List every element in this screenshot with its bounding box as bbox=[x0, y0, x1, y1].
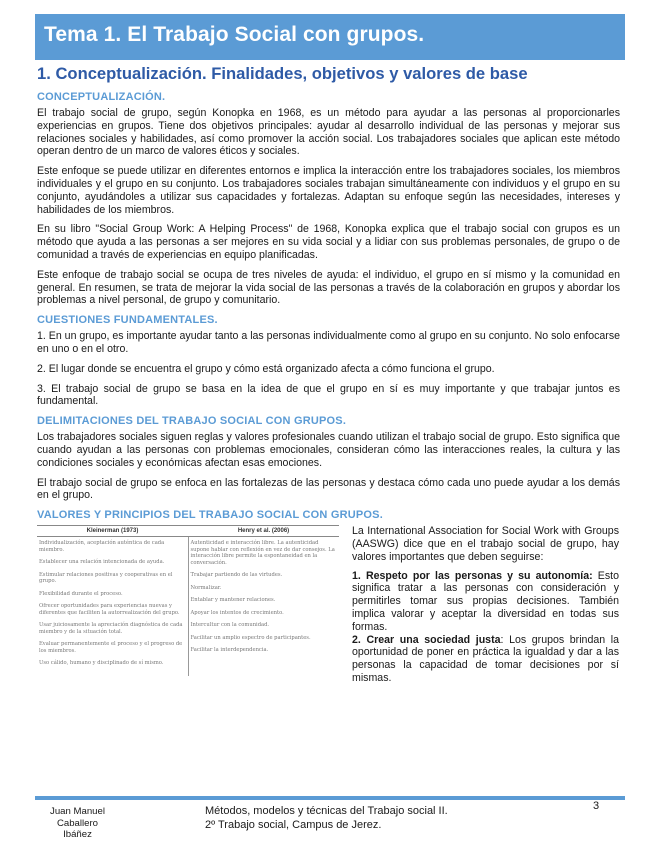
value-text: Esto significa tratar a las personas con consideración y permitirles tomar sus propias decisiones. También implica valorar y aceptar la diversidad en todas sus formas. bbox=[352, 569, 619, 633]
document-body bbox=[37, 91, 620, 723]
page-number: 3 bbox=[593, 800, 600, 812]
paragraph: Los trabajadores sociales siguen reglas y valores profesionales cuando utilizan el trabajo social de grupo. Esto significa que cuando ayudan a las personas con problemas emocionales, consideran cómo las interacciones reales, la cultura y las condiciones sociales y económicas afectan esas emociones. bbox=[37, 431, 620, 469]
table-cell: Ofrecer oportunidades para experiencias nuevas y diferentes que faciliten la autorrealización del grupo. bbox=[39, 603, 180, 616]
values-intro: La International Association for Social Work with Groups (AASWG) dice que en el trabajo social de grupo, hay valores importantes que deben seguirse: bbox=[352, 525, 619, 563]
table-cell: Autenticidad e interacción libre. La autenticidad supone hablar con reflexión en vez de dar consejos. La interacción libre permite la espontaneidad en la conversación. bbox=[190, 540, 335, 566]
table-cell: Uso cálido, humano y disciplinado de sí mismo. bbox=[39, 660, 164, 667]
values-comparison-table bbox=[37, 525, 339, 706]
heading-valores: VALORES Y PRINCIPIOS DEL TRABAJO SOCIAL CON GRUPOS. bbox=[37, 509, 383, 522]
list-item: 1. En un grupo, es importante ayudar tanto a las personas individualmente como al grupo en su conjunto. No solo enfocarse en uno o en el otro. bbox=[37, 330, 621, 355]
paragraph: Este enfoque se puede utilizar en diferentes entornos e implica la interacción entre los trabajadores sociales, los miembros individuales y el grupo en su conjunto. Los trabajadores sociales trabajan simultáneamente con individuos y el grupo en su conjunto, ayudándoles a utilizar sus capacidades y fortalezas. Adaptan su enfoque según las necesidades, intereses y habilidades de los miembros. bbox=[37, 165, 620, 216]
list-item: 2. El lugar donde se encuentra el grupo y cómo está organizado afecta a cómo funciona el grupo. bbox=[37, 362, 495, 375]
table-cell: Trabajar partiendo de las virtudes. bbox=[190, 572, 283, 579]
table-cell: Evaluar permanentemente el proceso y el progreso de los miembros. bbox=[39, 641, 183, 654]
footer-course bbox=[205, 805, 448, 832]
table-column-kleinerman bbox=[37, 537, 189, 676]
paragraph: El trabajo social de grupo se enfoca en las fortalezas de las personas y destaca cómo cada uno puede ayudar a los demás en el grupo. bbox=[37, 476, 620, 502]
table-cell: Entablar y mantener relaciones. bbox=[190, 597, 276, 604]
table-cell: Flexibilidad durante el proceso. bbox=[39, 590, 123, 597]
value-item-sociedad-justa bbox=[352, 634, 619, 685]
values-text-column bbox=[352, 525, 619, 685]
table-cell: Facilitar un amplio espectro de participantes. bbox=[190, 634, 311, 641]
column-header-henry: Henry et al. (2006) bbox=[237, 528, 290, 535]
page-title: Tema 1. El Trabajo Social con grupos. bbox=[44, 23, 425, 46]
value-title: 1. Respeto por las personas y su autonomía: bbox=[352, 569, 593, 582]
values-section bbox=[37, 525, 620, 723]
course-line: 2º Trabajo social, Campus de Jerez. bbox=[205, 818, 382, 831]
heading-conceptualizacion: CONCEPTUALIZACIÓN. bbox=[37, 91, 166, 103]
value-text: : Los grupos brindan la oportunidad de poner en práctica la igualdad y dar a las personas la capacidad de tomar decisiones por sí mismas. bbox=[352, 633, 619, 684]
table-cell: Usar juiciosamente la apreciación diagnóstica de cada miembro y de la situación total. bbox=[39, 622, 183, 635]
table-cell: Normalizar. bbox=[190, 584, 222, 591]
footer-author bbox=[40, 806, 115, 841]
footer-divider bbox=[35, 796, 625, 800]
table-cell: Apoyar los intentos de crecimiento. bbox=[190, 609, 284, 616]
author-line: Juan Manuel bbox=[50, 806, 105, 817]
column-header-kleinerman: Kleinerman (1973) bbox=[86, 528, 139, 535]
paragraph: Este enfoque de trabajo social se ocupa de tres niveles de ayuda: el individuo, el grupo en sí mismo y la comunidad en general. En resumen, se trata de mejorar la vida social de las personas a través de la colaboración en grupos y abordar los problemas a nivel personal, de grupo y comunitario. bbox=[37, 268, 620, 307]
heading-delimitaciones: DELIMITACIONES DEL TRABAJO SOCIAL CON GRUPOS. bbox=[37, 415, 347, 428]
title-banner bbox=[35, 14, 625, 60]
table-cell: Facilitar la interdependencia. bbox=[190, 647, 269, 654]
paragraph: En su libro "Social Group Work: A Helping Process" de 1968, Konopka explica que el trabajo social con grupos es un método que ayuda a las personas a ser mejores en su vida social y a lidiar con sus problemas personales, de grupo o de comunidad a través de experiencias en equipo planificadas. bbox=[37, 223, 620, 261]
table-cell: Intercultur con la comunidad. bbox=[190, 622, 270, 629]
paragraph: El trabajo social de grupo, según Konopka en 1968, es un método para ayudar a las personas al proporcionarles experiencias en grupos. Tiene dos objetivos principales: ayudar al desarrollo individual de las personas y mejorar sus relaciones sociales y habilidades, así como promover la acción social. Los trabajadores sociales que aplican este método operan dentro de un marco de valores éticos y sociales. bbox=[37, 107, 620, 158]
table-cell: Estimular relaciones positivas y cooperativas en el grupo. bbox=[39, 571, 173, 585]
heading-cuestiones: CUESTIONES FUNDAMENTALES. bbox=[37, 314, 218, 327]
table-header bbox=[37, 526, 339, 537]
list-item: 3. El trabajo social de grupo se basa en la idea de que el grupo en sí es muy importante y que trabajar juntos es fundamental. bbox=[37, 382, 620, 408]
table-cell: Individualización, aceptación auténtica de cada miembro. bbox=[39, 540, 165, 553]
value-item-respeto bbox=[352, 570, 619, 634]
course-line: Métodos, modelos y técnicas del Trabajo social II. bbox=[205, 805, 448, 817]
author-line: Ibáñez bbox=[63, 829, 92, 840]
section-subtitle: 1. Conceptualización. Finalidades, objetivos y valores de base bbox=[37, 64, 528, 83]
table-cell: Establecer una relación intencionada de ayuda. bbox=[39, 559, 165, 566]
value-title: 2. Crear una sociedad justa bbox=[352, 633, 501, 646]
author-line: Caballero bbox=[56, 817, 99, 829]
table-column-henry bbox=[189, 537, 340, 676]
